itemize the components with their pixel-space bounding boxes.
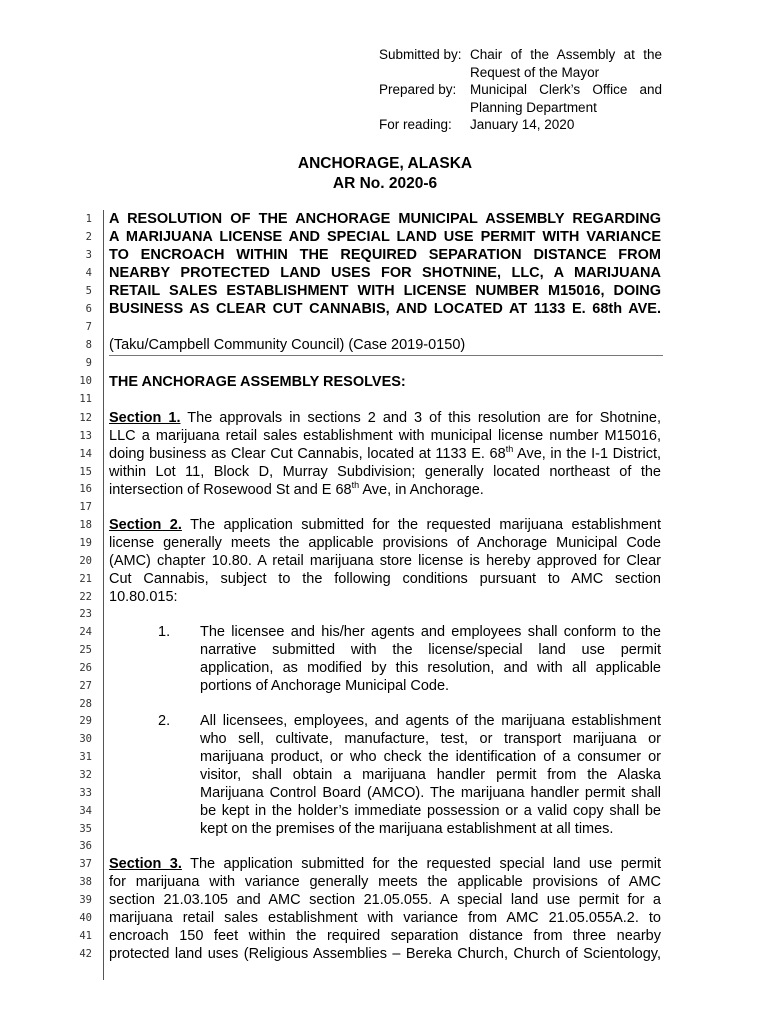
line-number: 26 [79,661,92,674]
line-number: 39 [79,893,92,906]
line-number: 17 [79,501,92,514]
line-number: 35 [79,822,92,835]
for-reading-value: January 14, 2020 [470,117,575,133]
resolution-title-line-4: NEARBY PROTECTED LAND USES FOR SHOTNINE, LLC, A MARIJUANA [109,265,661,281]
assembly-resolves: THE ANCHORAGE ASSEMBLY RESOLVES: [109,374,406,390]
resolution-title-line-5: RETAIL SALES ESTABLISHMENT WITH LICENSE NUMBER M15016, DOING [109,283,661,299]
line-number: 1 [85,213,92,225]
line-number: 16 [79,483,92,496]
section-2-line-2: license generally meets the applicable provisions of Anchorage Municipal Code [109,535,661,551]
item-2-line-5: Marijuana Control Board (AMCO). The marijuana handler permit shall [200,785,661,801]
resolution-title-line-3: TO ENCROACH WITHIN THE REQUIRED SEPARATION DISTANCE FROM [109,247,661,263]
margin-rule [103,210,104,980]
section-2-line-1: Section 2. The application submitted for the requested marijuana establishment [109,517,661,533]
section-1-line-3: doing business as Clear Cut Cannabis, located at 1133 E. 68th Ave, in the I-1 District, [109,444,661,462]
section-1-line-2: LLC a marijuana retail sales establishment with municipal license number M15016, [109,428,661,444]
for-reading-label: For reading: [379,117,452,133]
item-1-line-4: portions of Anchorage Municipal Code. [200,678,450,694]
item-2-line-4: visitor, shall obtain a marijuana handler permit from the Alaska [200,767,661,783]
item-1-line-3: application, as modified by this resolution, and with all applicable [200,660,661,676]
line-number: 15 [79,465,92,478]
item-1-line-1: The licensee and his/her agents and employees shall conform to the [200,624,661,640]
line-number: 36 [79,840,92,853]
line-number: 37 [79,858,92,871]
item-2-number: 2. [158,713,171,729]
case-rule [109,355,663,356]
line-number: 32 [79,769,92,781]
line-number: 24 [79,626,92,639]
resolution-title-line-6: BUSINESS AS CLEAR CUT CANNABIS, AND LOCATED AT 1133 E. 68th AVE. [109,301,661,317]
submitted-by-value-2: Request of the Mayor [470,64,600,80]
section-1-line-4: within Lot 11, Block D, Murray Subdivision; generally located northeast of the [109,464,661,480]
line-number: 22 [79,590,92,603]
section-2-line-5: 10.80.015: [109,589,178,605]
section-3-label: Section 3. [109,856,182,872]
section-3-line-5: encroach 150 feet within the required separation distance from three nearby [109,928,661,944]
item-2-line-7: kept on the premises of the marijuana establishment at all times. [200,821,614,837]
item-2-line-6: be kept in the holder’s immediate possession or a valid copy shall be [200,803,661,819]
section-3-line-1: Section 3. The application submitted for the requested special land use permit [109,856,661,872]
item-1-line-2: narrative submitted with the license/special land use permit [200,642,661,658]
document-title-city: ANCHORAGE, ALASKA [297,155,473,172]
resolution-title-line-2: A MARIJUANA LICENSE AND SPECIAL LAND USE PERMIT WITH VARIANCE [109,229,661,245]
line-number: 31 [79,751,92,764]
resolution-title-line-1: A RESOLUTION OF THE ANCHORAGE MUNICIPAL ASSEMBLY REGARDING [109,211,661,227]
line-number: 14 [79,447,92,460]
line-number: 12 [79,412,92,424]
item-1-number: 1. [158,624,171,640]
section-3-line-2: for marijuana with variance generally meets the applicable provisions of AMC [109,874,661,890]
line-number: 33 [79,786,92,799]
line-number: 11 [79,393,92,405]
line-number: 23 [79,608,92,621]
line-number: 21 [79,572,92,585]
submitted-by-label: Submitted by: [379,47,462,62]
line-number: 38 [79,876,92,889]
line-number: 19 [79,536,92,549]
line-number: 18 [79,519,92,532]
line-number: 4 [85,267,92,279]
line-number: 3 [85,249,92,261]
case-line: (Taku/Campbell Community Council) (Case 2019-0150) [109,337,466,353]
line-number: 13 [79,429,92,442]
item-2-line-1: All licensees, employees, and agents of the marijuana establishment [200,713,661,729]
line-number: 30 [79,733,92,746]
line-number: 27 [79,679,92,692]
line-number: 10 [79,375,92,387]
section-2-label: Section 2. [109,517,182,533]
line-number: 25 [79,644,92,657]
document-title-number: AR No. 2020-6 [332,175,438,192]
prepared-by-label: Prepared by: [379,82,457,98]
line-number: 6 [85,303,92,315]
prepared-by-value-2: Planning Department [470,99,597,115]
line-number: 42 [79,947,92,960]
line-number: 34 [79,804,92,817]
section-3-line-6: protected land uses (Religious Assemblies – Bereka Church, Church of Scientology, [109,946,661,962]
line-number: 29 [79,715,92,728]
line-number: 7 [85,321,92,333]
submitted-by-value-1: Chair of the Assembly at the [470,47,662,62]
section-3-line-4: marijuana retail sales establishment with variance from AMC 21.05.055A.2. to [109,910,661,926]
section-2-line-4: Cut Cannabis, subject to the following conditions pursuant to AMC section [109,571,661,587]
prepared-by-value-1: Municipal Clerk’s Office and [470,82,662,98]
line-number: 41 [79,929,92,942]
section-1-label: Section 1. [109,410,181,426]
submission-header [379,46,662,134]
line-number: 2 [85,231,92,243]
line-number: 28 [79,697,92,710]
section-1-line-5: intersection of Rosewood St and E 68th Ave, in Anchorage. [109,480,484,498]
item-2-line-2: who sell, cultivate, manufacture, test, or transport marijuana or [200,731,661,747]
line-number: 8 [85,339,92,351]
section-3-line-3: section 21.03.105 and AMC section 21.05.055. A special land use permit for a [109,892,661,908]
line-number: 20 [79,554,92,567]
item-2-line-3: marijuana product, or who check the identification of a consumer or [200,749,661,765]
line-number: 40 [79,911,92,924]
line-number: 5 [85,285,92,297]
section-1-line-1: Section 1. The approvals in sections 2 and 3 of this resolution are for Shotnine, [109,410,661,426]
section-2-line-3: (AMC) chapter 10.80. A retail marijuana store license is hereby approved for Clear [109,553,661,569]
line-number: 9 [85,357,92,369]
